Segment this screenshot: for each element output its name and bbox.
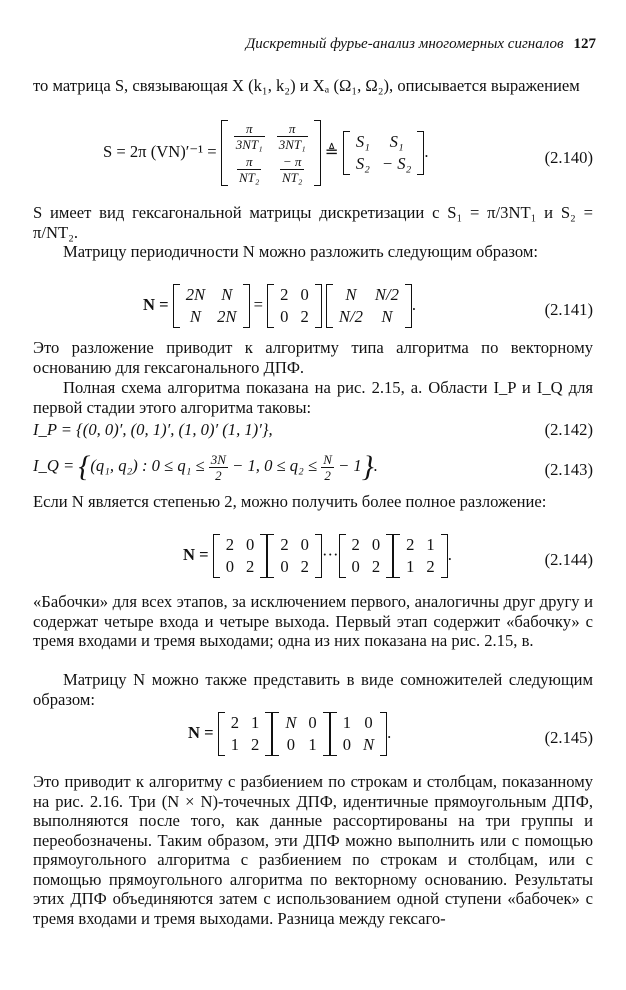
- equation-2-141: N = 2N N N 2N = 2 0 0 2 N N/2 N/2 N . (2.141): [143, 285, 593, 326]
- eq-defined-sign: ≜: [324, 141, 339, 161]
- matrix: 2 1 1 2: [393, 534, 448, 578]
- matrix: 2 0 0 2: [267, 534, 322, 578]
- matrix: 2N N N 2N: [173, 284, 250, 328]
- equation-number: (2.141): [544, 300, 593, 319]
- matrix: 2 0 0 2: [213, 534, 268, 578]
- page-number: 127: [573, 36, 596, 52]
- matrix: 2 0 0 2: [339, 534, 394, 578]
- paragraph: Если N является степенью 2, можно получить более полное разложение:: [33, 492, 547, 511]
- paragraph: Полная схема алгоритма показана на рис. 2.15, а. Области I_P и I_Q для первой стадии этого алгоритма таковы:: [33, 378, 593, 417]
- header-title: Дискретный фурье-анализ многомерных сигналов: [245, 36, 564, 52]
- equation-number: (2.143): [544, 460, 593, 479]
- matrix: 1 0 0 N: [330, 712, 387, 756]
- paragraph: то матрица S, связывающая X (k₁, k₂) и Xₐ (Ω₁, Ω₂), описывается выражением: [33, 76, 580, 95]
- eq-body: I_P = {(0, 0)′, (0, 1)′, (1, 0)′ (1, 1)′},: [33, 420, 273, 439]
- equation-number: (2.144): [544, 550, 593, 569]
- matrix: $\frac{\pi}{\text{3NT₁}}$ $\frac{\pi}{\text{3NT₁}}$ $\frac{\pi}{\text{NT₂}}$ $\frac{- \pi}{\text{NT₂}}$: [221, 120, 321, 186]
- matrix: N N/2 N/2 N: [326, 284, 412, 328]
- matrix: 2 1 1 2: [218, 712, 273, 756]
- equation-number: (2.140): [544, 148, 593, 167]
- equation-2-142: [33, 420, 593, 444]
- equation-number: (2.145): [544, 728, 593, 747]
- paragraph: «Бабочки» для всех этапов, за исключением первого, аналогичны друг другу и содержат четыре входа и четыре выхода. Первый этап содержит «бабочку» с тремя входами и тремя выходами; одна из них показана на рис. 2.15, в.: [33, 592, 593, 650]
- eq-lhs: N =: [143, 294, 169, 314]
- equation-2-145: N = 2 1 1 2 N 0 0 1 1 0 0 N . (2.145): [188, 713, 593, 754]
- eq-lhs: S = 2π (VN)′⁻¹ =: [103, 141, 217, 161]
- running-header: [200, 36, 596, 53]
- paragraph: S имеет вид гексагональной матрицы дискретизации с S₁ = π/3NT₁ и S₂ = π/NT₂.: [33, 203, 593, 242]
- paragraph: Матрицу периодичности N можно разложить следующим образом:: [63, 242, 538, 261]
- matrix: 2 0 0 2: [267, 284, 322, 328]
- paragraph: Матрицу N можно также представить в виде сомножителей следующим образом:: [33, 670, 593, 709]
- equation-2-140: S = 2π (VN)′⁻¹ = $\frac{\pi}{\text{3NT₁}}$ $\frac{\pi}{\text{3NT₁}}$ $\frac{\pi}{\text{NT₂}}$ $\frac{- \pi}{\text{NT₂}}$ ≜ S₁ S₁ S₂ − S₂ . (2.140): [103, 121, 593, 185]
- matrix: S₁ S₁ S₂ − S₂: [343, 131, 425, 175]
- paragraph: Это приводит к алгоритму с разбиением по строкам и столбцам, показанному на рис. 2.16. Три (N × N)-точечных ДПФ, идентичные прямоугольным ДПФ, выполняются после того, как данные рассортированы на три группы и переобозначены. Таким образом, эти ДПФ можно выполнить или с помощью прямоугольного алгоритма с разбиением по строкам и столбцам, или с помощью прямоугольного алгоритма по векторному основанию. Результаты этих ДПФ объединяются затем с использованием одной ступени «бабочек» с тремя входами и тремя выходами. Разница между гексаго-: [33, 772, 593, 928]
- paragraph: Это разложение приводит к алгоритму типа алгоритма по векторному основанию для гексагонального ДПФ.: [33, 338, 593, 377]
- matrix: N 0 0 1: [272, 712, 329, 756]
- equation-2-143: I_Q = {(q₁, q₂) : 0 ≤ q₁ ≤ $\frac{3N}{2}$ − 1, 0 ≤ q₂ ≤ $\frac{N}{2}$ − 1}. (2.143): [33, 450, 593, 483]
- equation-number: (2.142): [544, 420, 593, 439]
- equation-2-144: N = 2 0 0 2 2 0 0 2 ··· 2 0 0 2 2 1 1 2 . (2.144): [183, 535, 593, 576]
